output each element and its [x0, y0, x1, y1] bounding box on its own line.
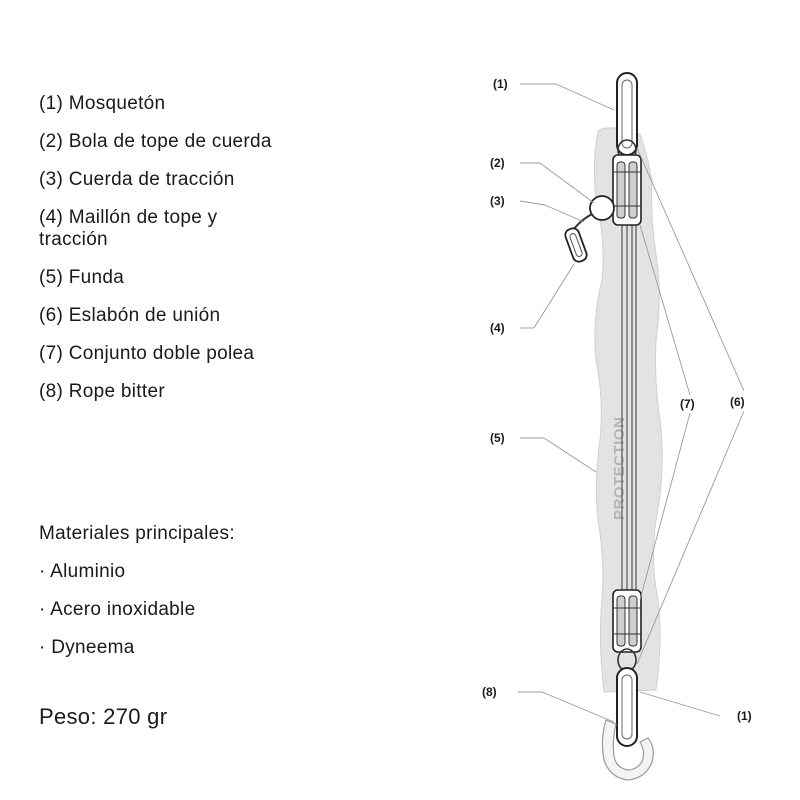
material-item-acero: · Acero inoxidable [39, 599, 196, 620]
weight-label: Peso: 270 gr [39, 704, 168, 729]
callout-7: (7) [680, 397, 695, 411]
pulley-top [613, 155, 641, 225]
legend-item-2: (2) Bola de tope de cuerda [39, 131, 272, 152]
legend-item-7: (7) Conjunto doble polea [39, 343, 255, 364]
callout-4: (4) [490, 321, 505, 335]
legend-item-5: (5) Funda [39, 267, 125, 288]
stop-ball [590, 196, 614, 220]
callout-8: (8) [482, 685, 497, 699]
legend-item-8: (8) Rope bitter [39, 381, 165, 402]
callout-5: (5) [490, 431, 505, 445]
legend-item-4: (4) Maillón de tope y tracción [39, 207, 218, 250]
pulley-bottom [613, 590, 641, 652]
callout-2: (2) [490, 156, 505, 170]
legend-item-6: (6) Eslabón de unión [39, 305, 221, 326]
callout-1-top: (1) [493, 77, 508, 91]
legend-item-1: (1) Mosquetón [39, 93, 166, 114]
materials-title: Materiales principales: [39, 523, 235, 544]
carabiner-bottom [617, 668, 637, 746]
legend-item-3: (3) Cuerda de tracción [39, 169, 235, 190]
callout-6: (6) [730, 395, 745, 409]
sleeve-text: PROTECTION [611, 416, 628, 520]
material-item-dyneema: · Dyneema [39, 637, 135, 658]
callout-1-bottom: (1) [737, 709, 752, 723]
maillon [564, 227, 589, 264]
callout-3: (3) [490, 194, 505, 208]
material-item-aluminio: · Aluminio [39, 561, 126, 582]
